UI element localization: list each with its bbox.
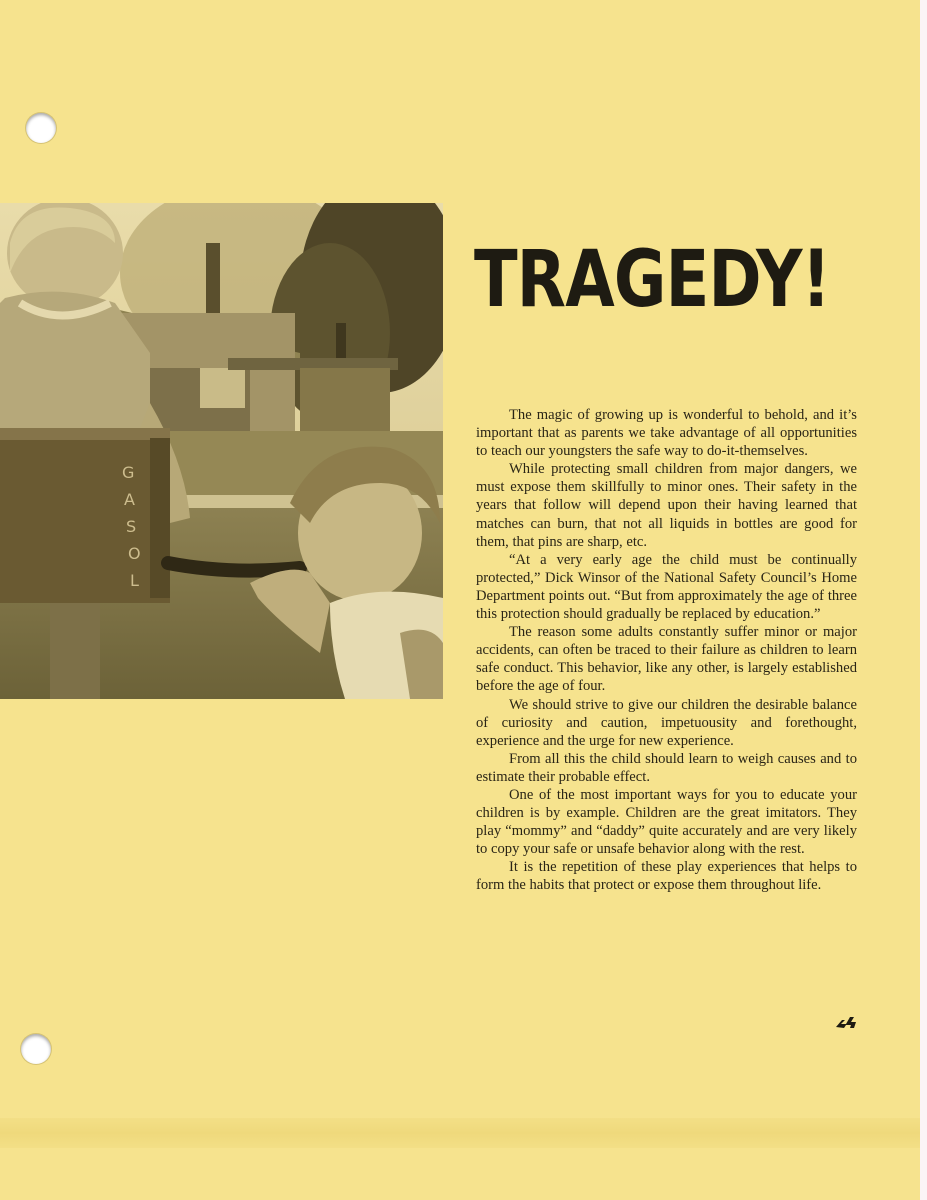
can-label-letter: O [128,544,141,563]
article-body [476,406,857,895]
gasoline-can [0,428,170,603]
article-paragraph: One of the most important ways for you to educate your children is by example. Children are the great imitators. They play “mommy” and “daddy” quite accurately and are very likely to copy your safe or unsafe behavior along with the rest. [476,786,857,858]
paper-fold-band [0,1118,920,1148]
article-photo [0,203,443,699]
can-label-letter: L [130,571,139,590]
article-paragraph: The reason some adults constantly suffer minor or major accidents, can often be traced to their failure as children to learn safe conduct. This behavior, like any other, is largely established before the age of four. [476,624,857,695]
punch-hole-top [26,113,56,143]
article-paragraph: The magic of growing up is wonderful to behold, and it’s important that as parents we take advantage of all opportunities to teach our youngsters the safe way to do-it-themselves. [476,407,857,460]
can-label-letter: A [124,490,135,509]
headline: TRAGEDY! [474,235,830,325]
can-label-letter: G [122,463,135,482]
article-paragraph: From all this the child should learn to weigh causes and to estimate their probable effect. [476,750,857,785]
end-of-article-icon [834,1014,858,1030]
article-paragraph: “At a very early age the child must be continually protected,” Dick Winsor of the National Safety Council’s Home Department points out. “But from approximately the age of three this protection should gradually be replaced by education.” [476,551,857,623]
punch-hole-bottom [21,1034,51,1064]
article-paragraph: It is the repetition of these play experiences that helps to form the habits that protect or expose them throughout life. [476,859,857,894]
article-paragraph: We should strive to give our children the desirable balance of curiosity and caution, impetuousity and forethought, experience and the urge for new experience. [476,696,857,749]
children-gasoline-can-photo [0,203,443,699]
can-label-letter: S [126,517,137,536]
article-paragraph: While protecting small children from major dangers, we must expose them skillfully to minor ones. Their safety in the years that follow will depend upon their having learned that matches can burn, that not all liquids in bottles are good for them, that pins are sharp, etc. [476,461,857,550]
